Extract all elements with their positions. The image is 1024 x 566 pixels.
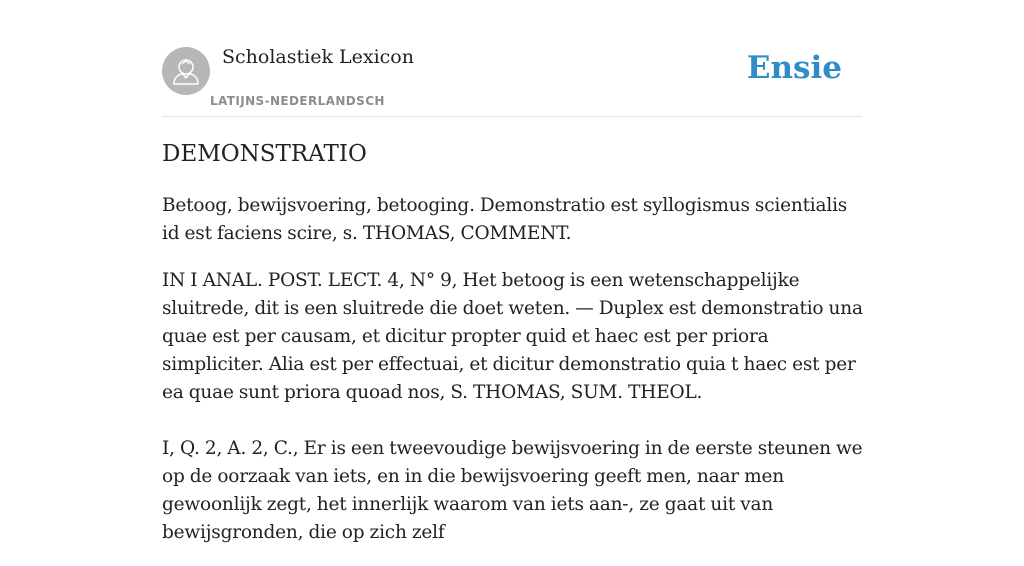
avatar[interactable] bbox=[162, 47, 210, 95]
source-title[interactable]: Scholastiek Lexicon bbox=[222, 46, 414, 68]
entry-paragraph: Betoog, bewijsvoering, betooging. Demonstratio est syllogismus scientialis id est faciens scire, s. THOMAS, COMMENT. bbox=[162, 195, 848, 244]
entry-paragraph: I, Q. 2, A. 2, C., Er is een tweevoudige bewijsvoering in de eerste steunen we op de oorzaak van iets, en in die bewijsvoering geeft men, naar men gewoonlijk zegt, het innerlijk waarom van iets aan-, ze gaat uit van bewijsgronden, die op zich zelf bbox=[162, 438, 863, 543]
entry-paragraph: IN I ANAL. POST. LECT. 4, N° 9, Het betoog is een wetenschappelijke sluitrede, dit is een sluitrede die doet weten. — Duplex est demonstratio una quae est per causam, et dicitur propter quid et haec est per priora simpliciter. Alia est per effectuai, et dicitur demonstratio quia t haec est per ea quae sunt priora quoad nos, S. THOMAS, SUM. THEOL. bbox=[162, 270, 863, 403]
user-icon bbox=[162, 47, 210, 95]
entry-title: DEMONSTRATIO bbox=[162, 141, 367, 167]
source-subtitle: LATIJNS-NEDERLANDSCH bbox=[210, 94, 385, 108]
source-header bbox=[162, 46, 862, 117]
entry-content bbox=[162, 138, 867, 566]
brand-logo[interactable]: Ensie bbox=[746, 50, 842, 86]
